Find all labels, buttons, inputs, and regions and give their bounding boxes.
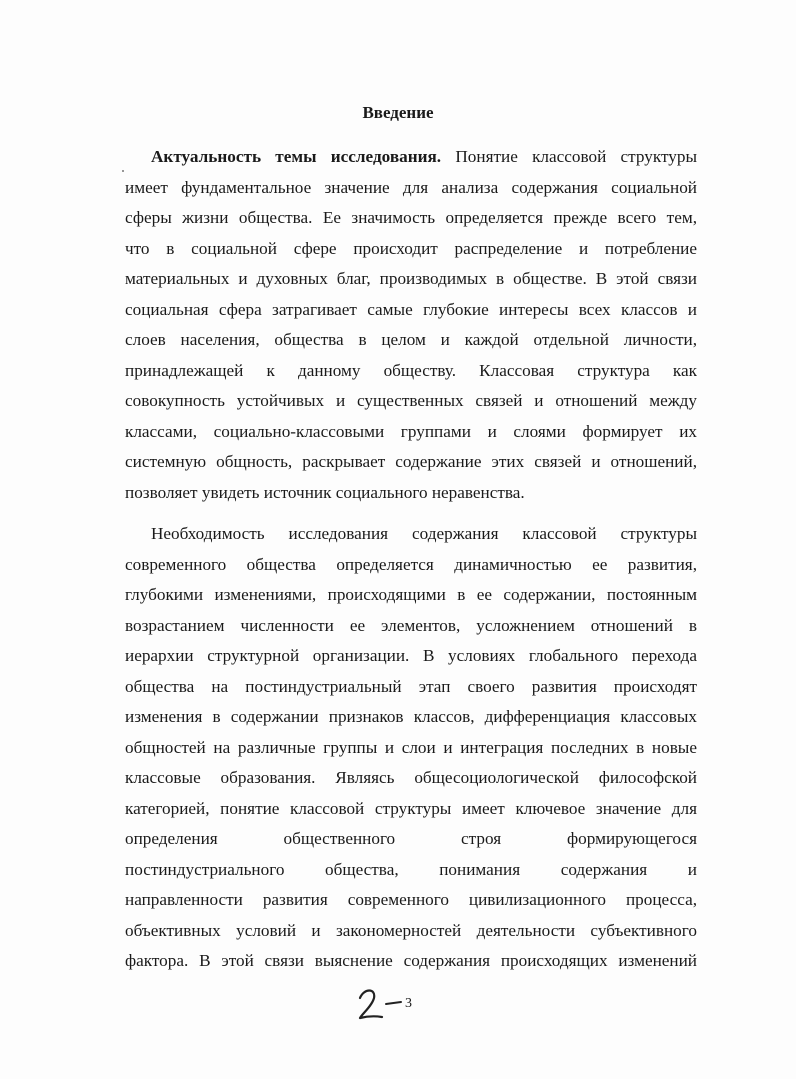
- page-title: Введение: [362, 103, 434, 122]
- text-line: фактора. В этой связи выяснение содержания происходящих изменений: [125, 951, 697, 970]
- paragraph-relevance: [125, 142, 697, 508]
- text-line: иерархии структурной организации. В условиях глобального перехода: [125, 646, 697, 665]
- text-line: категорией, понятие классовой структуры имеет ключевое значение для: [125, 798, 697, 818]
- text-line: общностей на различные группы и слои и интеграция последних в новые: [125, 737, 697, 757]
- text-line: Необходимость исследования содержания классовой структуры: [151, 524, 697, 543]
- text-line: социальная сфера затрагивает самые глубокие интересы всех классов и: [125, 299, 697, 319]
- text-line: принадлежащей к данному обществу. Классовая структура как: [125, 360, 697, 380]
- text-line: сферы жизни общества. Ее значимость определяется прежде всего тем,: [125, 208, 697, 227]
- text-line: имеет фундаментальное значение для анализа содержания социальной: [125, 177, 697, 197]
- handwritten-mark: [356, 984, 406, 1024]
- scan-speck: [122, 170, 124, 172]
- text-line: изменения в содержании признаков классов, дифференциация классовых: [125, 707, 697, 726]
- text-line: материальных и духовных благ, производимых в обществе. В этой связи: [125, 269, 697, 288]
- text-line: определения общественного строя формирующегося: [125, 829, 697, 848]
- text-line: постиндустриального общества, понимания содержания и: [125, 859, 697, 879]
- text-line: объективных условий и закономерностей деятельности субъективного: [125, 920, 697, 940]
- text-line: современного общества определяется динамичностью ее развития,: [125, 554, 697, 574]
- page-number: 3: [405, 996, 412, 1011]
- paragraph-necessity: [125, 519, 697, 977]
- text-line: Актуальность темы исследования. Понятие классовой структуры: [151, 147, 697, 166]
- text-line: возрастанием численности ее элементов, усложнением отношений в: [125, 615, 697, 635]
- text-line: позволяет увидеть источник социального неравенства.: [125, 482, 525, 502]
- text-line: системную общность, раскрывает содержание этих связей и отношений,: [125, 452, 697, 471]
- text-line: совокупность устойчивых и существенных связей и отношений между: [125, 391, 697, 410]
- text-line: общества на постиндустриальный этап своего развития происходят: [125, 676, 697, 696]
- text-line: направленности развития современного цивилизационного процесса,: [125, 890, 697, 909]
- text-line: что в социальной сфере происходит распределение и потребление: [125, 238, 697, 258]
- text-line: слоев населения, общества в целом и каждой отдельной личности,: [125, 330, 697, 349]
- text-line: глубокими изменениями, происходящими в ее содержании, постоянным: [125, 585, 697, 604]
- paragraph-lead: Актуальность темы исследования.: [151, 147, 442, 166]
- text-line: классовые образования. Являясь общесоциологической философской: [125, 768, 697, 787]
- text-line: классами, социально-классовыми группами и слоями формирует их: [125, 421, 697, 441]
